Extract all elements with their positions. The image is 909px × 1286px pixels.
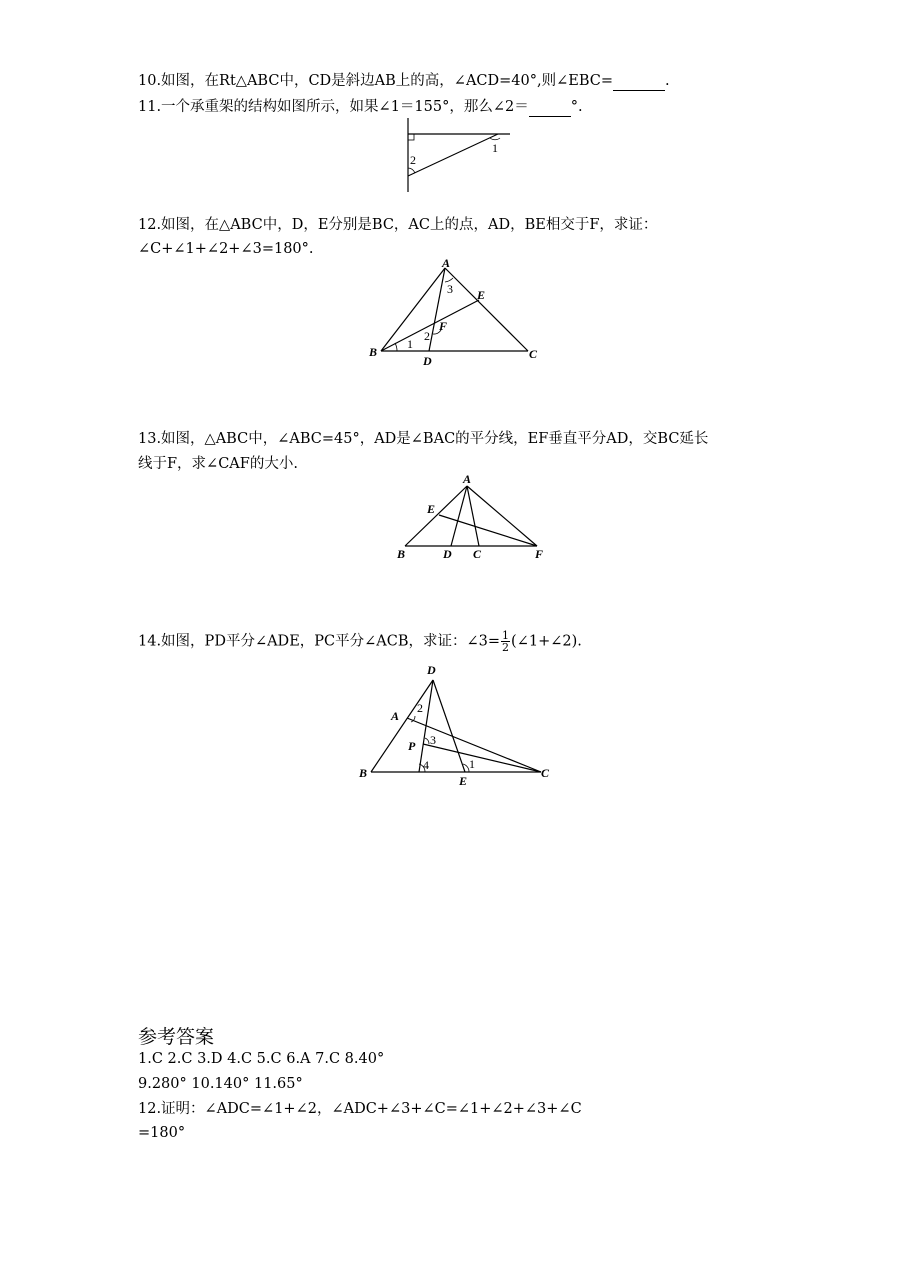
vertex-label-c: C [529,347,538,361]
vertex-label-d: D [423,354,432,368]
angle-3-arc [425,738,429,744]
problem-14 [138,630,582,653]
problem-13-line-1: 13.如图，△ABC中，∠ABC=45°，AD是∠BAC的平分线，EF垂直平分AD，交BC延长 [138,431,709,447]
problem-10-text: 10.如图，在Rt△ABC中，CD是斜边AB上的高，∠ACD=40°,则∠EBC= [138,73,613,89]
angle-label-4: 4 [423,758,429,772]
vertex-label-p: P [408,739,416,753]
segment-ad [429,268,448,351]
problem-13-line-2: 线于F，求∠CAF的大小. [138,456,298,472]
angle-label-2: 2 [410,153,416,167]
problem-12-line-1: 12.如图，在△ABC中，D，E分别是BC，AC上的点，AD，BE相交于F，求证： [138,217,658,233]
angle-label-3: 3 [430,733,436,747]
angle-label-1: 1 [469,757,475,771]
brace-line [408,134,498,176]
right-angle-mark [408,134,414,140]
angle-2-arc [408,168,415,173]
vertex-label-f: F [439,319,448,333]
problem-10-end: . [665,73,670,89]
angle-label-1: 1 [407,337,413,351]
angle-label-1: 1 [492,141,498,155]
segment-ef [439,515,537,546]
side-ab [381,268,448,351]
problem-12-line-2: ∠C+∠1+∠2+∠3=180°. [138,241,314,257]
problem-14-text-after: (∠1+∠2). [511,633,582,650]
problem-11-text: 11.一个承重架的结构如图所示，如果∠1＝155°，那么∠2＝ [138,99,529,115]
side-ab [405,486,467,546]
angle-1-arc [395,343,397,351]
vertex-label-e: E [459,774,468,788]
figure-14 [355,660,565,790]
answers-line-4: =180° [138,1125,186,1141]
side-ac [445,268,528,351]
fraction-one-half [501,630,510,653]
vertex-label-b: B [359,766,368,780]
segment-de [433,680,465,772]
segment-ad [451,486,467,546]
answers-line-1: 1.C 2.C 3.D 4.C 5.C 6.A 7.C 8.40° [138,1051,385,1067]
vertex-label-f: F [535,547,544,561]
answers-title: 参考答案 [138,1026,215,1048]
fraction-numerator: 1 [502,629,510,642]
vertex-label-a: A [391,709,400,723]
figure-13 [393,470,553,562]
figure-11 [398,118,518,194]
answer-blank [529,98,571,117]
vertex-label-c: C [473,547,482,561]
vertex-label-e: E [427,502,436,516]
answers-line-3: 12.证明：∠ADC=∠1+∠2，∠ADC+∠3+∠C=∠1+∠2+∠3+∠C [138,1101,582,1117]
fraction-denominator: 2 [502,641,510,654]
answer-blank [613,72,665,91]
problem-14-text-before: 14.如图，PD平分∠ADE，PC平分∠ACB，求证：∠3= [138,633,501,650]
vertex-label-b: B [369,345,378,359]
angle-label-3: 3 [447,282,453,296]
vertex-label-c: C [541,766,550,780]
vertex-label-a: A [463,472,472,486]
vertex-label-b: B [397,547,406,561]
angle-label-2: 2 [417,701,423,715]
vertex-label-e: E [477,288,486,302]
answers-line-2: 9.280° 10.140° 11.65° [138,1076,303,1092]
vertex-label-a: A [442,256,451,270]
problem-11 [138,98,583,117]
vertex-label-d: D [443,547,452,561]
problem-11-end: °. [570,99,583,115]
angle-label-2: 2 [424,329,430,343]
figure-12 [365,256,545,368]
problem-10 [138,72,670,91]
angle-1-arc [490,138,500,140]
vertex-label-d: D [427,663,436,677]
